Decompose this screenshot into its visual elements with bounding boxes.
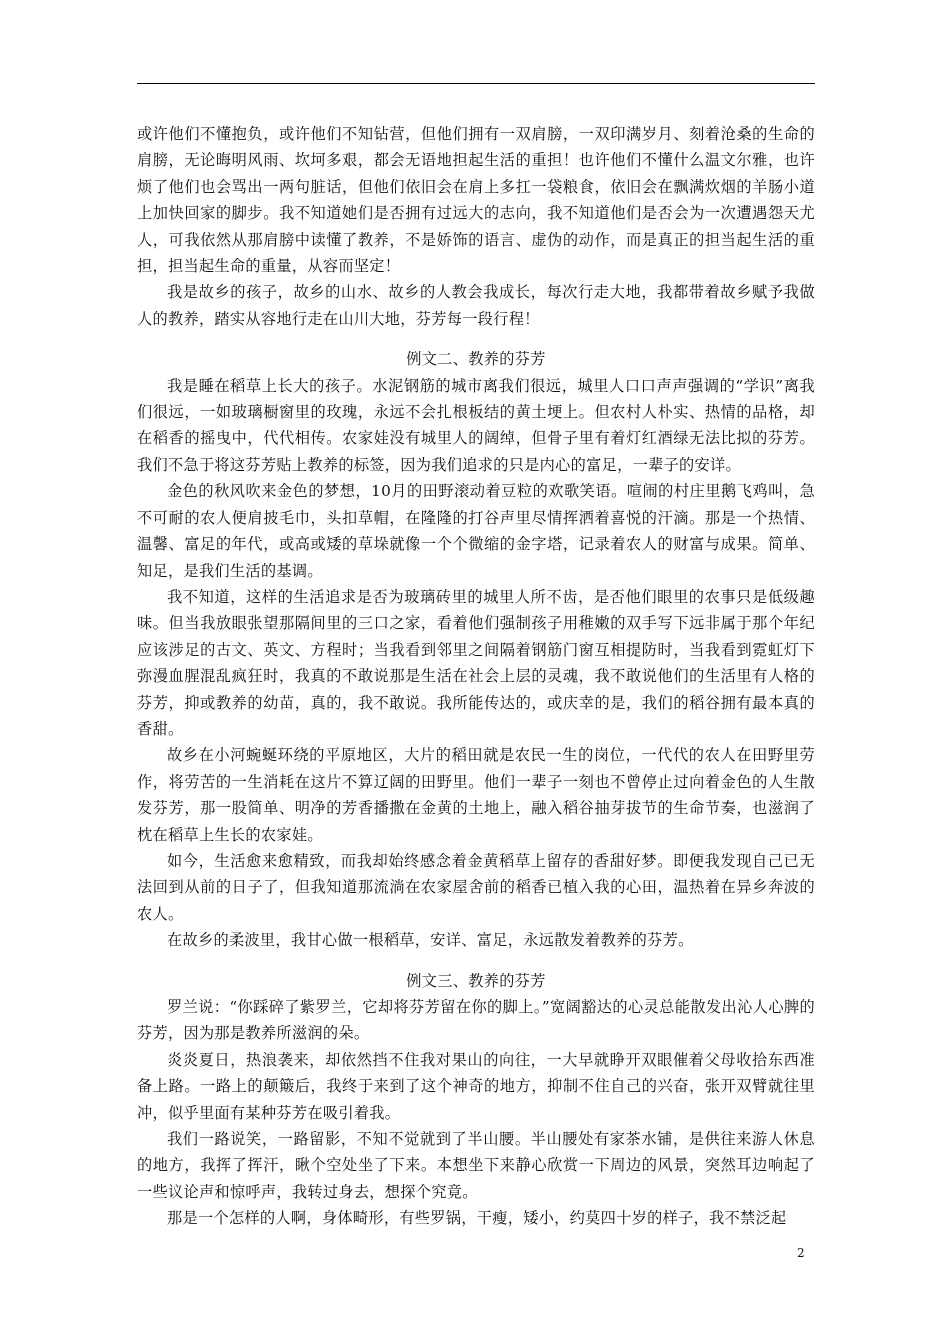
paragraph: 在故乡的柔波里，我甘心做一根稻草，安详、富足，永远散发着教养的芬芳。 xyxy=(167,931,694,950)
paragraph: 如今，生活愈来愈精致，而我却始终感念着金黄稻草上留存的香甜好梦。即便我发现自己已无法回到从前的日子了，但我知道那流淌在农家屋舍前的稻香已植入我的心田，温热着在异乡奔波的农人。 xyxy=(137,851,815,923)
page-number: 2 xyxy=(797,1246,805,1260)
paragraph: 我不知道，这样的生活追求是否为玻璃砖里的城里人所不齿，是否他们眼里的农事只是低级趣味。但当我放眼张望那隔间里的三口之家，看着他们强制孩子用稚嫩的双手写下远非属于那个年纪应该涉足的古文、英文、方程时；当我看到邻里之间隔着钢筋门窗互相提防时，当我看到霓虹灯下弥漫血腥混乱疯狂时，我真的不敢说那是生活在社会上层的灵魂，我不敢说他们的生活里有人格的芬芳，抑或教养的幼苗，真的，我不敢说。我所能传达的，或庆幸的是，我们的稻谷拥有最本真的香甜。 xyxy=(137,587,815,738)
header-rule xyxy=(137,83,815,84)
paragraph: 故乡在小河蜿蜒环绕的平原地区，大片的稻田就是农民一生的岗位，一代代的农人在田野里劳作，将劳苦的一生消耗在这片不算辽阔的田野里。他们一辈子一刻也不曾停止过向着金色的人生散发芬芳，那一股简单、明净的芳香播撒在金黄的土地上，融入稻谷抽芽拔节的生命节奏，也滋润了枕在稻草上生长的农家娃。 xyxy=(137,746,815,844)
paragraph: 罗兰说：“你踩碎了紫罗兰，它却将芬芳留在你的脚上。”宽阔豁达的心灵总能散发出沁人心脾的芬芳，因为那是教养所滋润的朵。 xyxy=(137,998,815,1043)
section-title-example3: 例文三、教养的芬芳 xyxy=(406,971,546,990)
paragraph: 那是一个怎样的人啊，身体畸形，有些罗锅，干瘦，矮小，约莫四十岁的样子，我不禁泛起 xyxy=(167,1209,787,1228)
paragraph: 我是故乡的孩子，故乡的山水、故乡的人教会我成长，每次行走大地，我都带着故乡赋予我做人的教养，踏实从容地行走在山川大地，芬芳每一段行程！ xyxy=(137,283,815,328)
section-gap xyxy=(137,954,815,968)
paragraph: 金色的秋风吹来金色的梦想，10月的田野滚动着豆粒的欢歌笑语。喧闹的村庄里鹅飞鸡叫，急不可耐的农人便肩披毛巾，头扣草帽，在隆隆的打谷声里尽情挥洒着喜悦的汗滴。那是一个热情、温馨、富足的年代，或高或矮的草垛就像一个个微缩的金字塔，记录着农人的财富与成果。简单、知足，是我们生活的基调。 xyxy=(137,482,815,580)
paragraph: 我们一路说笑，一路留影，不知不觉就到了半山腰。半山腰处有家茶水铺，是供往来游人休息的地方，我挥了挥汗，瞅个空处坐了下来。本想坐下来静心欣赏一下周边的风景，突然耳边响起了一些议论声和惊呼声，我转过身去，想探个究竟。 xyxy=(137,1130,815,1201)
document-body xyxy=(137,121,815,1232)
section-title-example2: 例文二、教养的芬芳 xyxy=(406,350,546,369)
section-gap xyxy=(137,332,815,346)
paragraph: 炎炎夏日，热浪袭来，却依然挡不住我对果山的向往，一大早就睁开双眼催着父母收拾东西准备上路。一路上的颠簸后，我终于来到了这个神奇的地方，抑制不住自己的兴奋，张开双臂就往里冲，似乎里面有某种芬芳在吸引着我。 xyxy=(137,1050,815,1122)
paragraph: 或许他们不懂抱负，或许他们不知钻营，但他们拥有一双肩膀，一双印满岁月、刻着沧桑的生命的肩膀，无论晦明风雨、坎坷多艰，都会无语地担起生活的重担！也许他们不懂什么温文尔雅，也许烦了他们也会骂出一两句脏话，但他们依旧会在肩上多扛一袋粮食，依旧会在飘满炊烟的羊肠小道上加快回家的脚步。我不知道她们是否拥有过远大的志向，我不知道他们是否会为一次遭遇怨天尤人，可我依然从那肩膀中读懂了教养，不是娇饰的语言、虚伪的动作，而是真正的担当起生活的重担，担当起生命的重量，从容而坚定！ xyxy=(137,125,815,276)
paragraph: 我是睡在稻草上长大的孩子。水泥钢筋的城市离我们很远，城里人口口声声强调的“学识”离我们很远，一如玻璃橱窗里的玫瑰，永远不会扎根板结的黄土埂上。但农村人朴实、热情的品格，却在稻香的摇曳中，代代相传。农家娃没有城里人的阔绰，但骨子里有着灯红酒绿无法比拟的芬芳。我们不急于将这芬芳贴上教养的标签，因为我们追求的只是内心的富足，一辈子的安详。 xyxy=(137,376,815,474)
